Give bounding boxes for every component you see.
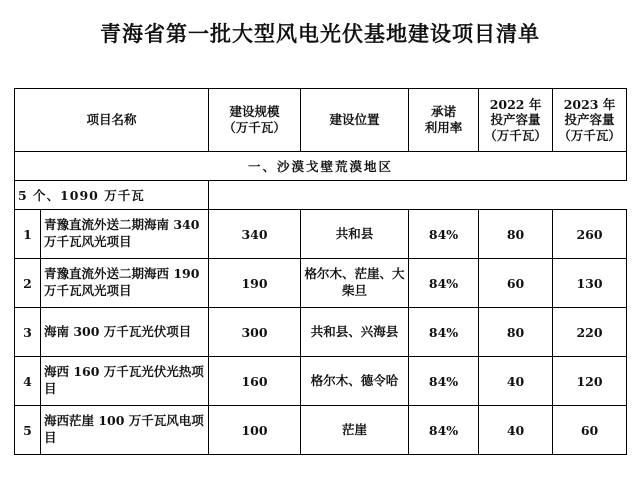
table-row bbox=[15, 406, 627, 455]
row-project-name: 海西茫崖 100 万千瓦风电项目 bbox=[41, 406, 209, 455]
row-scale: 160 bbox=[209, 357, 301, 406]
row-project-name: 青豫直流外送二期海南 340 万千瓦风光项目 bbox=[41, 210, 209, 259]
table-header-row bbox=[15, 89, 627, 152]
row-location: 共和县、兴海县 bbox=[301, 308, 409, 357]
row-location: 格尔木、茫崖、大柴旦 bbox=[301, 259, 409, 308]
column-header-name: 项目名称 bbox=[15, 89, 209, 152]
row-rate: 84% bbox=[409, 210, 479, 259]
column-header-cap2023 bbox=[553, 89, 627, 152]
table-row bbox=[15, 308, 627, 357]
subtotal-blank-rate bbox=[409, 181, 479, 210]
subtotal-blank-location bbox=[301, 181, 409, 210]
column-header-cap2023-line3: （万千瓦） bbox=[558, 127, 621, 143]
row-cap2023: 120 bbox=[553, 357, 627, 406]
page-title: 青海省第一批大型风电光伏基地建设项目清单 bbox=[100, 21, 540, 46]
column-header-rate bbox=[409, 89, 479, 152]
row-index: 5 bbox=[15, 406, 41, 455]
row-index: 2 bbox=[15, 259, 41, 308]
row-cap2022: 60 bbox=[479, 259, 553, 308]
column-header-cap2023-line1: 2023 年 bbox=[563, 96, 616, 112]
row-scale: 300 bbox=[209, 308, 301, 357]
row-cap2022: 40 bbox=[479, 406, 553, 455]
row-rate: 84% bbox=[409, 357, 479, 406]
project-list-table bbox=[14, 88, 627, 455]
row-cap2023: 130 bbox=[553, 259, 627, 308]
row-location: 共和县 bbox=[301, 210, 409, 259]
row-cap2022: 40 bbox=[479, 357, 553, 406]
column-header-cap2022 bbox=[479, 89, 553, 152]
row-cap2023: 60 bbox=[553, 406, 627, 455]
table-body bbox=[15, 152, 627, 455]
subtotal-blank-scale bbox=[209, 181, 301, 210]
table-row bbox=[15, 210, 627, 259]
row-scale: 340 bbox=[209, 210, 301, 259]
column-header-scale-line1: 建设规模 bbox=[229, 104, 280, 120]
row-location: 格尔木、德令哈 bbox=[301, 357, 409, 406]
section-row bbox=[15, 152, 627, 181]
row-cap2023: 220 bbox=[553, 308, 627, 357]
row-project-name: 海西 160 万千瓦光伏光热项目 bbox=[41, 357, 209, 406]
row-rate: 84% bbox=[409, 406, 479, 455]
column-header-location: 建设位置 bbox=[301, 89, 409, 152]
project-list-table-wrapper bbox=[14, 88, 626, 455]
subtotal-label: 5 个、1090 万千瓦 bbox=[15, 181, 209, 210]
column-header-rate-line2: 利用率 bbox=[424, 120, 463, 135]
row-cap2022: 80 bbox=[479, 210, 553, 259]
column-header-cap2022-line1: 2022 年 bbox=[489, 96, 542, 112]
row-location: 茫崖 bbox=[301, 406, 409, 455]
column-header-scale bbox=[209, 89, 301, 152]
subtotal-blank-cap2022 bbox=[479, 181, 553, 210]
row-index: 1 bbox=[15, 210, 41, 259]
row-index: 4 bbox=[15, 357, 41, 406]
row-scale: 100 bbox=[209, 406, 301, 455]
column-header-cap2023-line2: 投产容量 bbox=[564, 112, 615, 128]
row-rate: 84% bbox=[409, 308, 479, 357]
table-row bbox=[15, 357, 627, 406]
column-header-rate-line1: 承诺 bbox=[431, 104, 457, 120]
row-project-name: 青豫直流外送二期海西 190 万千瓦风光项目 bbox=[41, 259, 209, 308]
section-title: 一、沙漠戈壁荒漠地区 bbox=[15, 152, 627, 181]
subtotal-blank-cap2023 bbox=[553, 181, 627, 210]
table-row bbox=[15, 259, 627, 308]
row-index: 3 bbox=[15, 308, 41, 357]
column-header-cap2022-line3: （万千瓦） bbox=[484, 127, 547, 143]
row-cap2023: 260 bbox=[553, 210, 627, 259]
column-header-cap2022-line2: 投产容量 bbox=[490, 112, 541, 128]
row-rate: 84% bbox=[409, 259, 479, 308]
row-project-name: 海南 300 万千瓦光伏项目 bbox=[41, 308, 209, 357]
subtotal-row bbox=[15, 181, 627, 210]
column-header-scale-line2: （万千瓦） bbox=[223, 120, 286, 135]
row-scale: 190 bbox=[209, 259, 301, 308]
row-cap2022: 80 bbox=[479, 308, 553, 357]
